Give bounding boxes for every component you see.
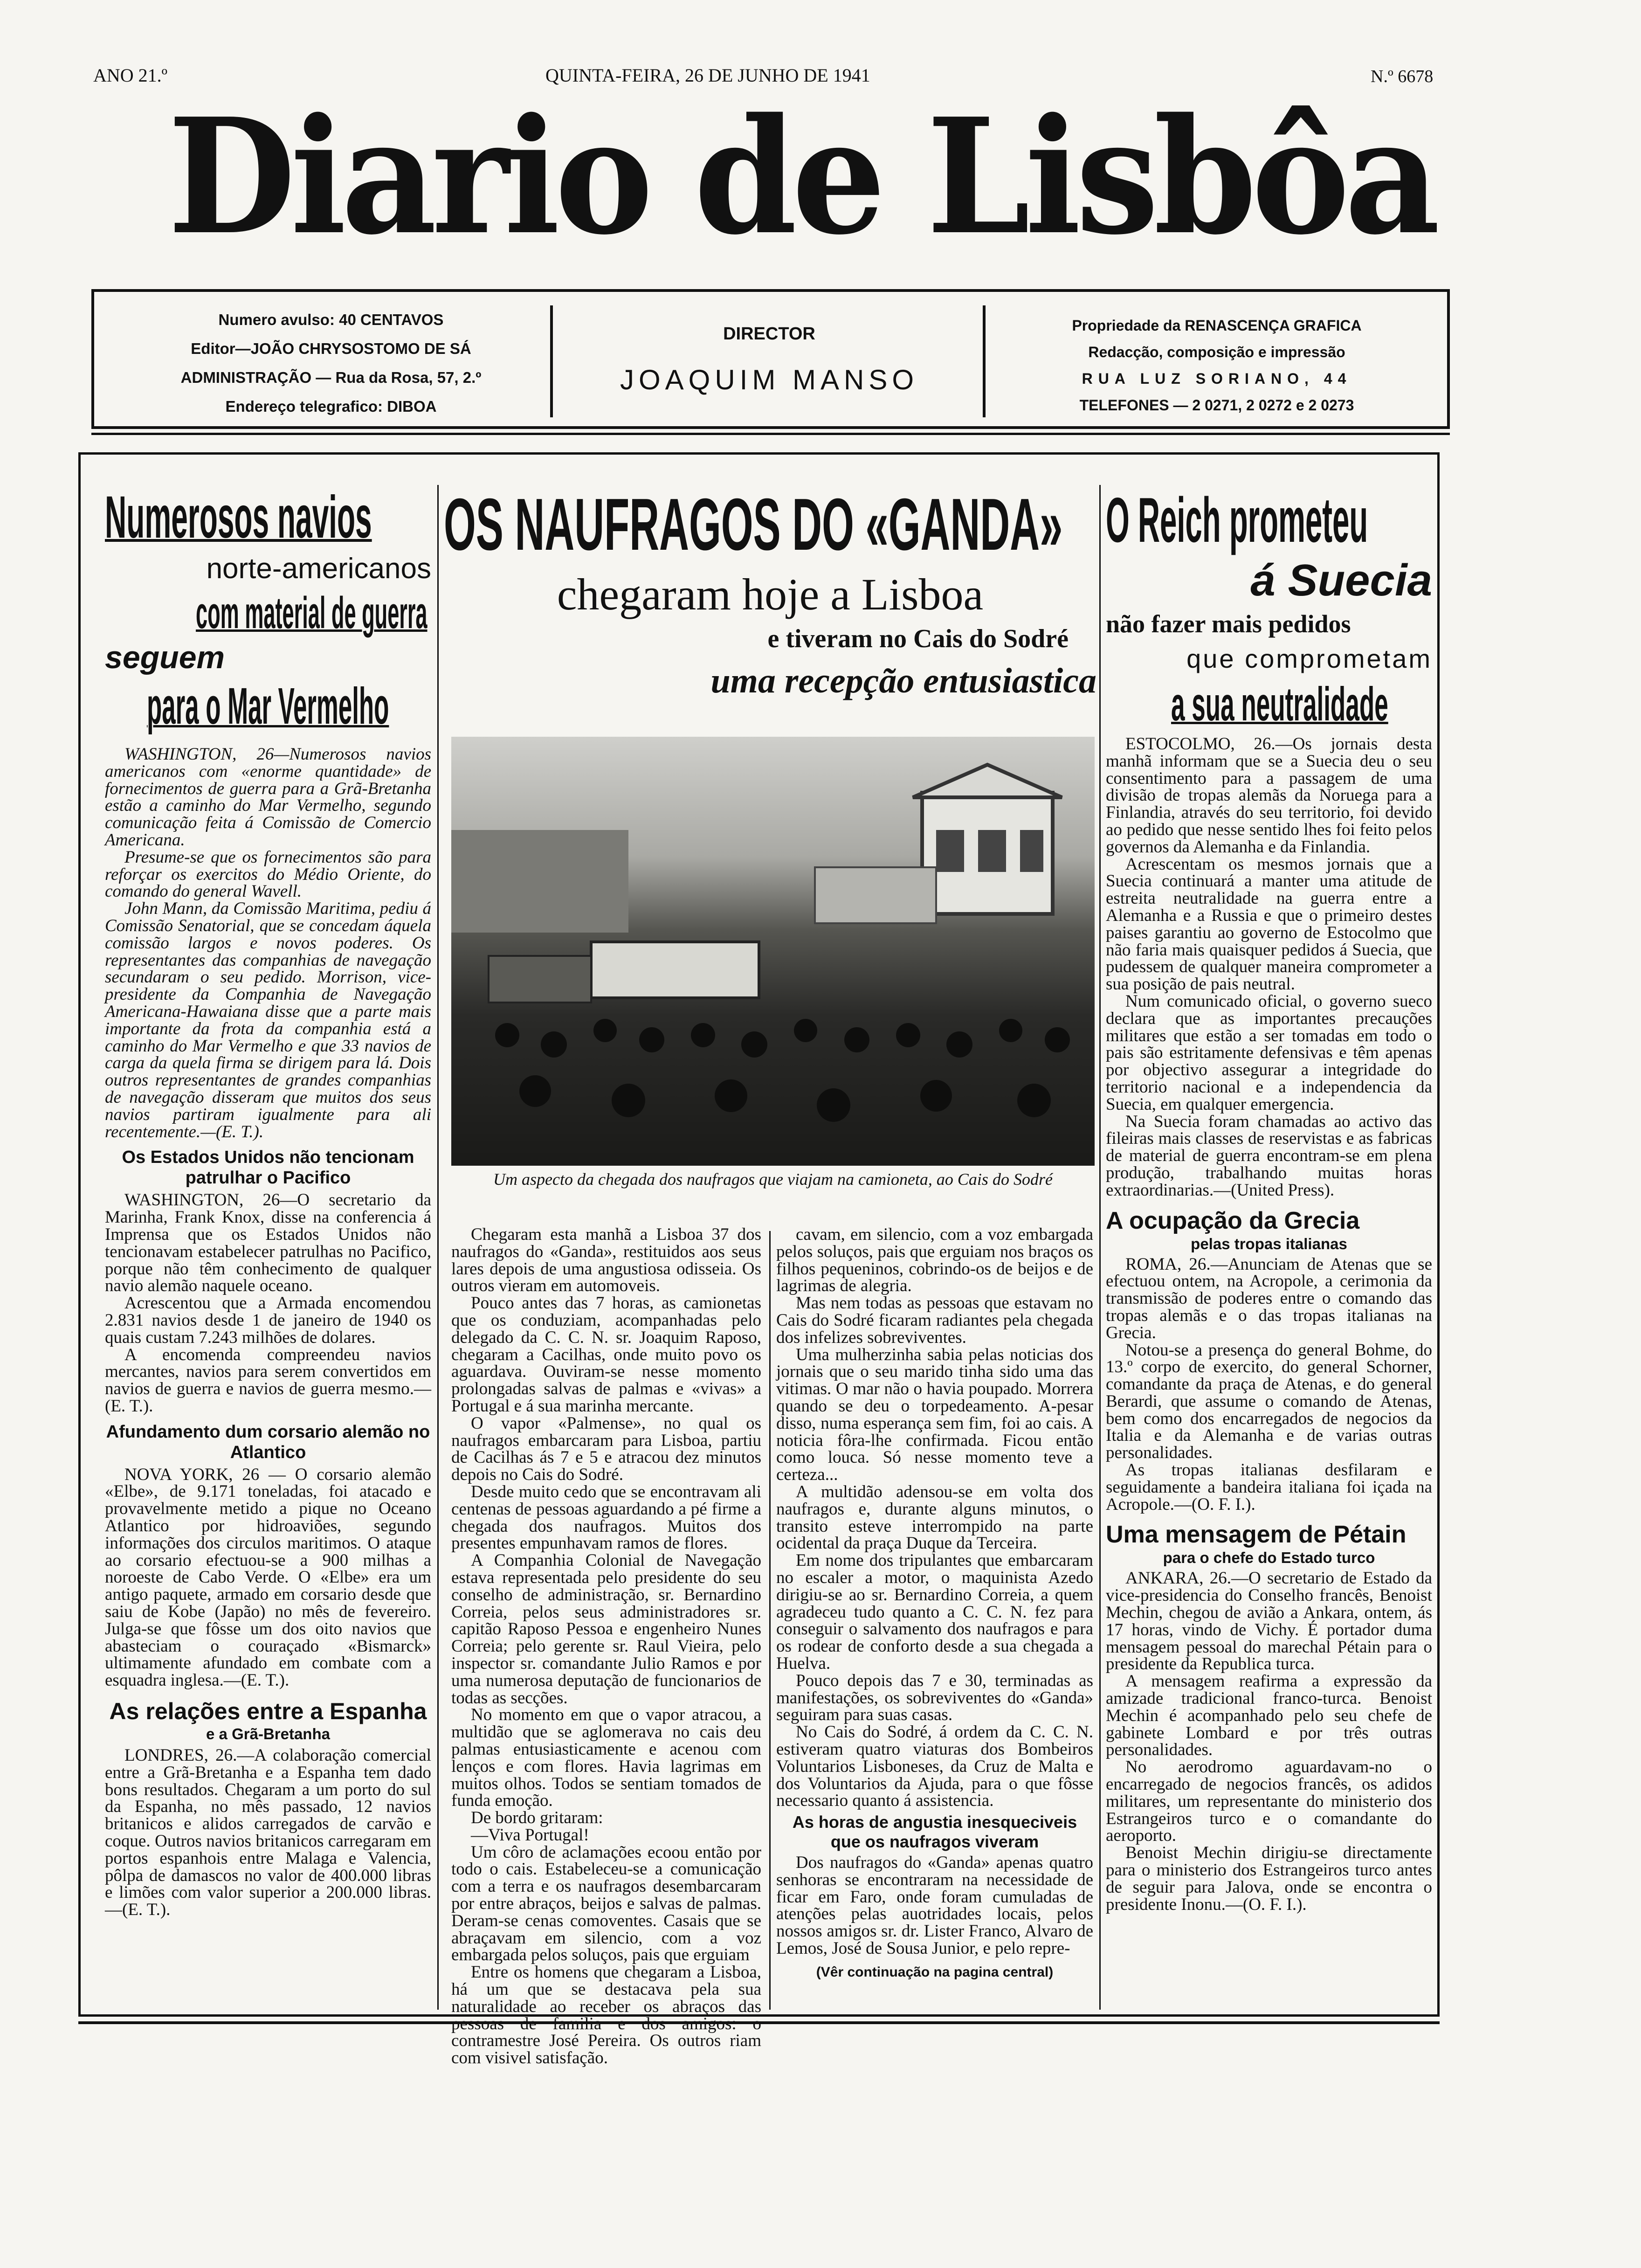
- right-sub1-story: [1106, 1256, 1432, 1514]
- info-box-double-rule: [91, 433, 1450, 435]
- right-column: [1106, 485, 1432, 1913]
- paragraph: No Cais do Sodré, á ordem da C. C. N. estiveram quatro viaturas dos Bombeiros Voluntarios Lisboneses, da Cruz de Malta e dos Voluntarios da Ajuda, para o que fôsse necessario quanto á assistencia.: [776, 1722, 1093, 1811]
- editor-line: Editor—JOÃO CHRYSOSTOMO DE SÁ: [191, 340, 471, 357]
- masthead-title-text: Diario de Lisbôa: [168, 84, 1435, 270]
- center-subhead-3: uma recepção entusiastica: [710, 661, 1096, 700]
- issue-label: N.º 6678: [1371, 67, 1434, 86]
- left-sub1-title: Os Estados Unidos não tencionam patrulhar o Pacifico: [122, 1148, 414, 1188]
- paragraph: A multidão adensou-se em volta dos naufragos e, durante alguns minutos, o transito esteve interrompido na parte ocidental da praça Duque da Terceira.: [776, 1482, 1093, 1553]
- paragraph: Benoist Mechin dirigiu-se directamente para o ministerio dos Estrangeiros turco antes de seguir para Jalova, onde se encontra o presidente Inonu.—(O. F. I.).: [1106, 1843, 1432, 1914]
- ownership-line: Propriedade da RENASCENÇA GRAFICA: [1072, 317, 1362, 334]
- center-subhead-2: e tiveram no Cais do Sodré: [767, 624, 1069, 653]
- right-sub2-sub: para o chefe do Estado turco: [1163, 1549, 1375, 1567]
- center-story-col-a: [451, 1225, 761, 2068]
- col-divider-left: [437, 485, 439, 2010]
- paragraph: Chegaram esta manhã a Lisboa 37 dos naufragos do «Ganda», restituidos aos seus lares depois de uma angustiosa odisseia. Os outros vieram em automoveis.: [451, 1225, 761, 1296]
- address-line: RUA LUZ SORIANO, 44: [1082, 370, 1352, 387]
- paragraph: Acrescentam os mesmos jornais que a Suecia continuará a manter uma atitude de estreita neutralidade na guerra entre a Alemanha e a Russia e que o primeiro destes paises garantiu ao governo de Estocolmo que não faria mais quaisquer pedidos á Suecia, que pudessem de qualquer maneira comprometer a sua posição de pais neutral.: [1106, 854, 1432, 994]
- left-lead-story: [105, 746, 431, 1141]
- paragraph: Pouco antes das 7 horas, as camionetas que os conduziam, acompanhadas pelo delegado da C. C. N. sr. Joaquim Raposo, chegaram a Cacilhas, onde muito povo os aguardava. Ouviram-se nesse momento prolongadas salvas de palmas e «vivas» a Portugal e á sua marinha mercante.: [451, 1293, 761, 1416]
- paragraph: Mas nem todas as pessoas que estavam no Cais do Sodré ficaram radiantes pela chegada dos infelizes sobreviventes.: [776, 1293, 1093, 1347]
- paragraph: NOVA YORK, 26 — O corsario alemão «Elbe», de 9.171 toneladas, foi atacado e provavelmente metido a pique no Oceano Atlantico por hidroaviões, segundo informações dos circulos maritimos. O ataque ao corsario efectuou-se a 900 milhas a noroeste de Cabo Verde. O «Elbe» era um antigo paquete, armado em corsario desde que saiu de Kobe (Japão) no mês de fevereiro. Julga-se que fôsse um dos oito navios que abasteciam o couraçado «Bismarck» ultimamente afundado em combate com a esquadra inglesa.—(E. T.).: [105, 1465, 431, 1690]
- masthead-title: [168, 79, 1435, 275]
- center-story-col-b: [776, 1226, 1093, 2014]
- right-sub1-sub: pelas tropas italianas: [1191, 1235, 1347, 1252]
- paragraph: Acrescentou que a Armada encomendou 2.831 navios desde 1 de janeiro de 1940 os quais custam 7.243 milhões de dolares.: [105, 1293, 431, 1347]
- paragraph: cavam, em silencio, com a voz embargada pelos soluços, pais que erguiam nos braços os filhos pequeninos, cobrindo-os de beijos e de lagrimas de alegria.: [776, 1225, 1093, 1296]
- right-lead-story: [1106, 736, 1432, 1199]
- left-sub3-story: [105, 1747, 431, 1919]
- info-box-divider-2: [983, 305, 986, 417]
- left-column: [105, 485, 431, 1919]
- col-divider-center: [769, 1231, 771, 2010]
- redaction-line: Redacção, composição e impressão: [1088, 344, 1345, 360]
- paragraph: Uma mulherzinha sabia pelas noticias dos jornais que o seu marido tinha sido uma das vitimas. O mar não o havia poupado. Morrera quando se deu o torpedeamento. A-pesar disso, numa esperança sem fim, foi ao cais. A noticia fôra-lhe confirmada. Ficou então como louca. Só nesse momento teve a certeza...: [776, 1345, 1093, 1485]
- right-headline-2: á Suecia: [1250, 555, 1432, 605]
- right-headline-5: a sua neutralidade: [1171, 678, 1388, 731]
- left-headline-4: seguem: [105, 640, 225, 675]
- left-sub3-title: As relações entre a Espanha: [109, 1698, 427, 1725]
- center-sub-title: As horas de angustia inesqueciveis que os naufragos viveram: [792, 1812, 1077, 1852]
- director-label: DIRECTOR: [723, 324, 815, 344]
- date-label: QUINTA-FEIRA, 26 DE JUNHO DE 1941: [545, 65, 870, 86]
- right-headline-4: que comprometam: [1186, 644, 1432, 673]
- paragraph: John Mann, da Comissão Maritima, pediu á Comissão Senatorial, que se concedam áquela comissão largos e novos poderes. Os representantes das companhias de navegação secundaram o seu pedido. Morrison, vice-presidente da Companhia de Navegação Americana-Hawaiana disse que a parte mais importante da frota da companhia está a caminho do Mar Vermelho e que 33 navios de carga da quela firma se dirigem para lá. Dois outros representantes de grandes companhias de navegação disseram que muitos dos seus navios partiram igualmente para ali recentemente.—(E. T.).: [105, 899, 431, 1141]
- photo-scene: [451, 737, 1095, 1166]
- paragraph: De bordo gritaram:: [471, 1808, 603, 1828]
- paragraph: ESTOCOLMO, 26.—Os jornais desta manhã informam que se a Suecia deu o seu consentimento para a passagem de uma divisão de tropas alemãs da Noruega para a Finlandia, através do seu territorio, foi devido ao pedido que nesse sentido lhes foi feito pelos governos da Alemanha e da Finlandia.: [1106, 734, 1432, 857]
- price-line: Numero avulso: 40 CENTAVOS: [218, 311, 444, 328]
- news-photo: [451, 737, 1095, 1166]
- center-headline: OS NAUFRAGOS DO «GANDA»: [444, 484, 1063, 566]
- paragraph: Dos naufragos do «Ganda» apenas quatro senhoras se encontraram na necessidade de ficar em Faro, onde foram cumuladas de atenções pelas auotridades locais, pelos nossos amigos sr. dr. Lister Franco, Alvaro de Lemos, José de Sousa Junior, e pelo repre-: [776, 1853, 1093, 1958]
- year-label: ANO 21.º: [93, 65, 168, 86]
- paragraph: A encomenda compreendeu navios mercantes, navios para serem convertidos em navios de guerra e navios de guerra mesmo.—(E. T.).: [105, 1345, 431, 1416]
- paragraph: Entre os homens que chegaram a Lisboa, há um que se destacava pela sua naturalidade ao receber os abraços das pessoas de familia e dos amigos: o contramestre José Pereira. Os outros riam com visivel satisfação.: [451, 1963, 761, 2068]
- paragraph: Num comunicado oficial, o governo sueco declara que as importantes precauções militares que estão a ser tomadas em todo o pais são estritamente defensivas e têm apenas por objectivo assegurar a integridade do territorio nacional e a independencia da Suecia, em qualquer emergencia.: [1106, 991, 1432, 1114]
- info-box-divider-1: [550, 305, 553, 417]
- left-headline-5: para o Mar Vermelho: [147, 678, 389, 735]
- paragraph: No momento em que o vapor atracou, a multidão que se aglomerava no cais deu palmas entusiasticamente e acenou com lenços e com flores. Havia lagrimas em muitos olhos. Todos se sentiam tomados de funda emoção.: [451, 1705, 761, 1811]
- director-name: JOAQUIM MANSO: [620, 364, 919, 395]
- col-divider-right: [1099, 485, 1101, 2010]
- left-headline-2: norte-americanos: [206, 553, 431, 585]
- continuation-note: (Vêr continuação na pagina central): [816, 1964, 1054, 1980]
- paragraph: LONDRES, 26.—A colaboração comercial entre a Grã-Bretanha e a Espanha tem dado bons resultados. Chegaram a um porto do sul da Espanha, no mês passado, 12 navios britanicos e alidos carregados de carvão e coque. Outros navios britanicos carregaram em portos espanhois entre Malaga e Valencia, pôlpa de damascos no valor de 400.000 libras e limões com valor superior a 200.000 libras.—(E. T.).: [105, 1746, 431, 1920]
- paragraph: A mensagem reafirma a expressão da amizade tradicional franco-turca. Benoist Mechin é acompanhado pelo seu chefe de gabinete Lombard e por três outras personalidades.: [1106, 1672, 1432, 1760]
- left-sub2-title: Afundamento dum corsario alemão no Atlantico: [106, 1422, 430, 1462]
- paragraph: O vapor «Palmense», no qual os naufragos embarcaram para Lisboa, partiu de Cacilhas ás 7 e 5 e atracou dez minutos depois no Cais do Sodré.: [451, 1413, 761, 1485]
- paragraph: Presume-se que os fornecimentos são para reforçar os exercitos do Médio Oriente, do comando do general Wavell.: [105, 847, 431, 901]
- right-sub2-story: [1106, 1570, 1432, 1913]
- right-sub1-title: A ocupação da Grecia: [1106, 1207, 1360, 1234]
- paragraph: WASHINGTON, 26—O secretario da Marinha, Frank Knox, disse na conferencia á Imprensa que os Estados Unidos não tencionavam estabelecer patrulhas no Pacifico, porque não têm conhecimento de qualquer navio alemão naquele oceano.: [105, 1190, 431, 1296]
- telegraph-line: Endereço telegrafico: DIBOA: [225, 398, 437, 415]
- right-sub2-title: Uma mensagem de Pétain: [1106, 1521, 1407, 1549]
- phone-line: TELEFONES — 2 0271, 2 0272 e 2 0273: [1079, 397, 1354, 414]
- paragraph: Na Suecia foram chamadas ao activo das fileiras mais classes de reservistas e as fabricas de material de guerra encontram-se em plena produção, trabalhando muitas horas extraordinarias.—(United Press).: [1106, 1112, 1432, 1200]
- paragraph: Em nome dos tripulantes que embarcaram no escaler a motor, o maquinista Azedo dirigiu-se ao sr. Bernardino Correia, a quem agradeceu tudo quanto a C. C. N. fez para conseguir o salvamento dos naufragos e para os rodear de conforto desde a sua chegada a Huelva.: [776, 1551, 1093, 1673]
- paragraph: Um côro de aclamações ecoou então por todo o cais. Estabeleceu-se a comunicação com a terra e os naufragos desembarcaram por entre abraços, beijos e salvas de palmas. Deram-se cenas comoventes. Casais que se abraçavam em silencio, com a voz embargada pelos soluços, pais que erguiam: [451, 1842, 761, 1965]
- center-subhead-1: chegaram hoje a Lisboa: [557, 569, 984, 619]
- photo-caption: Um aspecto da chegada dos naufragos que viajam na camioneta, ao Cais do Sodré: [493, 1170, 1053, 1189]
- paragraph: A Companhia Colonial de Navegação estava representada pelo presidente do seu conselho de administração, sr. Bernardino Correia, pelos seus administradores sr. capitão Raposo Pessoa e engenheiro Nunes Correia; pelo gerente sr. Raul Vieira, pelo inspector sr. comandante Julio Ramos e por uma numerosa deputação de funcionarios de todas as secções.: [451, 1551, 761, 1708]
- right-headline-1: O Reich prometeu: [1106, 484, 1368, 555]
- info-left: [121, 305, 541, 421]
- paragraph: As tropas italianas desfilaram e seguidamente a bandeira italiana foi içada na Acropole.—(O. F. I.).: [1106, 1460, 1432, 1514]
- left-sub1-story: [105, 1192, 431, 1415]
- paragraph: —Viva Portugal!: [471, 1825, 589, 1845]
- info-right: [993, 312, 1441, 419]
- paragraph: Notou-se a presença do general Bohme, do 13.º corpo de exercito, do general Schorner, comandante da praça de Atenas, e do general Berardi, que assume o comando de Atenas, bem como dos encarregados de negocios da Italia e da Alemanha e de varias outras personalidades.: [1106, 1340, 1432, 1463]
- paragraph: ANKARA, 26.—O secretario de Estado da vice-presidencia do Conselho francês, Benoist Mechin, chegou de avião a Ankara, ontem, ás 17 horas, vindo de Vichy. É portador duma mensagem pessoal do marechal Pétain para o presidente da Republica turca.: [1106, 1569, 1432, 1674]
- paragraph: Pouco depois das 7 e 30, terminadas as manifestações, os sobreviventes do «Ganda» seguiram para suas casas.: [776, 1671, 1093, 1725]
- paragraph: Desde muito cedo que se encontravam ali centenas de pessoas aguardando a pé firme a chegada dos naufragos. Muitos dos presentes empunhavam ramos de flores.: [451, 1482, 761, 1553]
- left-headline-1: Numerosos navios: [105, 484, 372, 551]
- left-headline-3: com material de guerra: [196, 588, 427, 638]
- paragraph: ROMA, 26.—Anunciam de Atenas que se efectuou ontem, na Acropole, a cerimonia da transmissão de poderes entre o comando das tropas alemãs e o das tropas italianas na Grecia.: [1106, 1254, 1432, 1342]
- paragraph: No aerodromo aguardavam-no o encarregado de negocios francês, os adidos militares, um representante do ministerio dos Estrangeiros turco e o comandante do aeroporto.: [1106, 1757, 1432, 1846]
- left-sub3-sub: e a Grã-Bretanha: [206, 1725, 330, 1743]
- left-sub2-story: [105, 1466, 431, 1689]
- right-headline-3: não fazer mais pedidos: [1106, 610, 1351, 638]
- paragraph: WASHINGTON, 26—Numerosos navios americanos com «enorme quantidade» de fornecimentos de guerra para a Grã-Bretanha estão a caminho do Mar Vermelho, segundo comunicação feita á Comissão de Comercio Americana.: [105, 745, 431, 850]
- center-column: [444, 485, 1096, 704]
- admin-line: ADMINISTRAÇÃO — Rua da Rosa, 57, 2.º: [180, 369, 482, 386]
